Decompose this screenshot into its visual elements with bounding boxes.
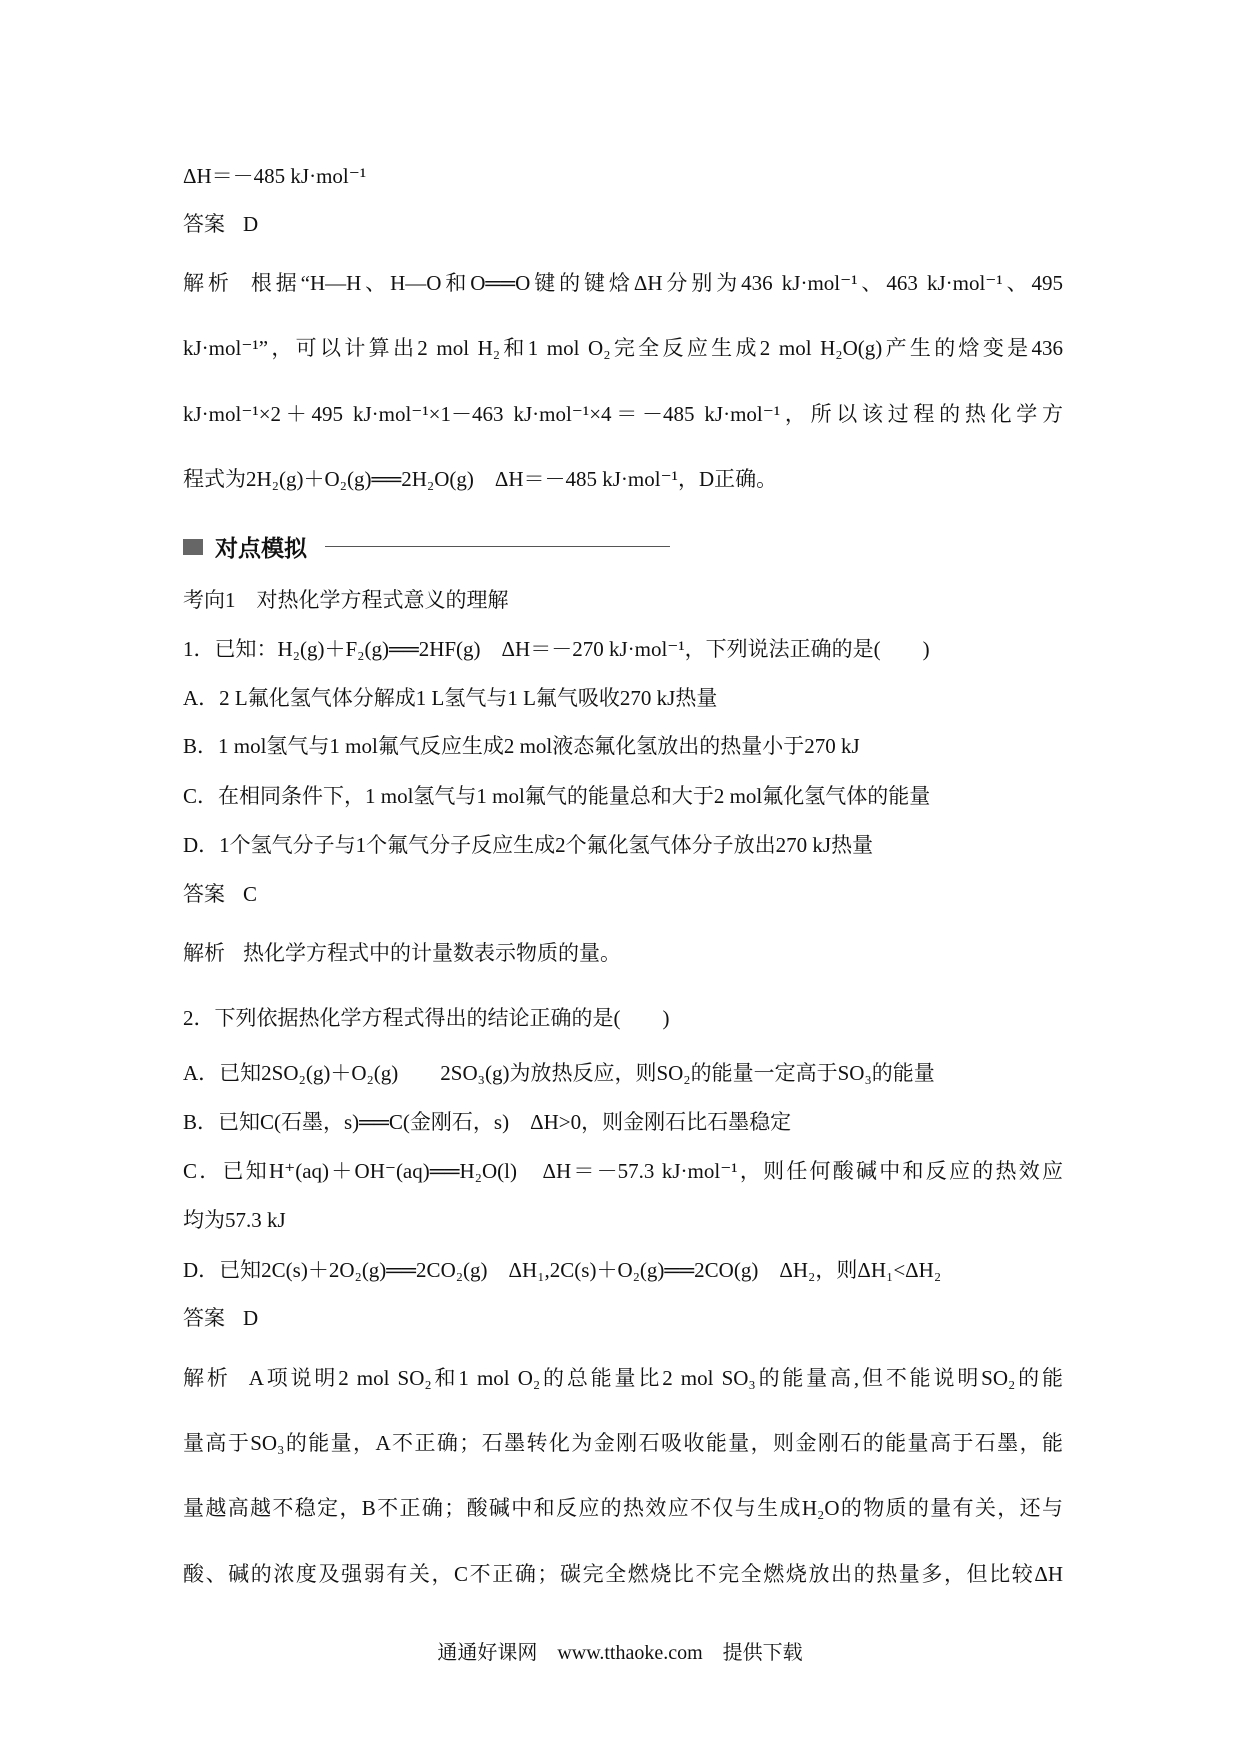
- q1-option-b: B．1 mol氢气与1 mol氟气反应生成2 mol液态氟化氢放出的热量小于270 kJ: [183, 734, 860, 758]
- topic-heading: 考向1 对热化学方程式意义的理解: [183, 588, 509, 612]
- section-square-icon: [183, 539, 203, 555]
- footer-watermark: 通通好课网 www.tthaoke.com 提供下载: [437, 1642, 803, 1664]
- q2-analysis-line: 解析 A项说明2 mol SO₂和1 mol O₂的总能量比2 mol SO₃的能量高,但不能说明SO₂的能: [183, 1366, 1064, 1390]
- answer-value: D: [243, 212, 259, 236]
- q2-option-c-cont: 均为57.3 kJ: [183, 1208, 286, 1232]
- q2-option-b: B．已知C(石墨，s)══C(金刚石，s) ΔH>0，则金刚石比石墨稳定: [183, 1110, 792, 1134]
- q2-analysis-line: 量高于SO₃的能量，A不正确；石墨转化为金刚石吸收能量，则金刚石的能量高于石墨，能: [183, 1431, 1063, 1455]
- q2-analysis-line: 量越高越不稳定，B不正确；酸碱中和反应的热效应不仅与生成H₂O的物质的量有关，还与: [183, 1496, 1063, 1520]
- q1-option-d: D．1个氢气分子与1个氟气分子反应生成2个氟化氢气体分子放出270 kJ热量: [183, 833, 874, 857]
- analysis-label: 解析: [183, 271, 233, 295]
- answer-line: [183, 211, 258, 237]
- section-title: 对点模拟: [215, 536, 307, 562]
- q2-option-d: D．已知2C(s)＋2O₂(g)══2CO₂(g) ΔH₁,2C(s)＋O₂(g)══2CO(g) ΔH₂，则ΔH₁<ΔH₂: [183, 1258, 942, 1282]
- analysis-line: 解析 根据“H—H、H—O和O══O键的键焓ΔH分别为436 kJ·mol⁻¹、463 kJ·mol⁻¹、495: [183, 271, 1063, 295]
- formula-tail: ΔH＝－485 kJ·mol⁻¹: [183, 164, 367, 188]
- q2-analysis-line: 酸、碱的浓度及强弱有关，C不正确；碳完全燃烧比不完全燃烧放出的热量多，但比较ΔH: [183, 1562, 1063, 1586]
- q1-analysis: 解析 热化学方程式中的计量数表示物质的量。: [183, 941, 621, 965]
- analysis-line: kJ·mol⁻¹”，可以计算出2 mol H₂和1 mol O₂完全反应生成2 mol H₂O(g)产生的焓变是436: [183, 336, 1063, 360]
- analysis-line: 程式为2H₂(g)＋O₂(g)══2H₂O(g) ΔH＝－485 kJ·mol⁻¹，D正确。: [183, 467, 778, 491]
- q1-option-a: A．2 L氟化氢气体分解成1 L氢气与1 L氟气吸收270 kJ热量: [183, 686, 718, 710]
- q2-stem: 2．下列依据热化学方程式得出的结论正确的是( ): [183, 1006, 670, 1030]
- q2-option-a: A．已知2SO₂(g)＋O₂(g) 2SO₃(g)为放热反应，则SO₂的能量一定高于SO₃的能量: [183, 1061, 935, 1085]
- q2-option-c: C．已知H⁺(aq)＋OH⁻(aq)══H₂O(l) ΔH＝－57.3 kJ·mol⁻¹，则任何酸碱中和反应的热效应: [183, 1159, 1063, 1183]
- q1-option-c: C．在相同条件下，1 mol氢气与1 mol氟气的能量总和大于2 mol氟化氢气体的能量: [183, 784, 931, 808]
- q1-answer: 答案 C: [183, 882, 258, 906]
- section-header: [183, 530, 670, 563]
- q1-stem: 1．已知：H₂(g)＋F₂(g)══2HF(g) ΔH＝－270 kJ·mol⁻¹，下列说法正确的是( ): [183, 637, 930, 661]
- answer-label: 答案: [183, 212, 225, 236]
- section-divider: [325, 546, 670, 547]
- q2-answer: 答案 D: [183, 1306, 259, 1330]
- analysis-line: kJ·mol⁻¹×2＋495 kJ·mol⁻¹×1－463 kJ·mol⁻¹×4＝－485 kJ·mol⁻¹，所以该过程的热化学方: [183, 402, 1063, 426]
